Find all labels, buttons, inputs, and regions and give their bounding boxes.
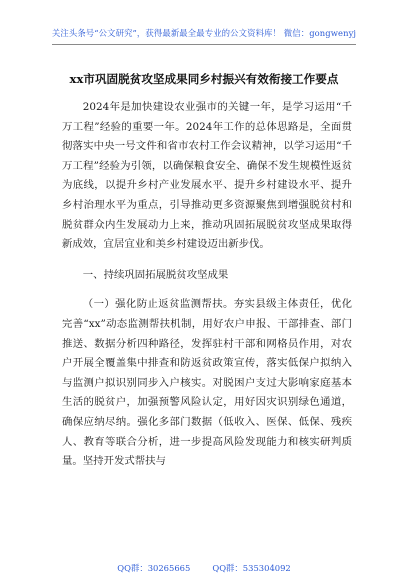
header-promo: 关注头条号“公文研究”，获得最新最全最专业的公文资料库！ 微信：gongwenyj [51,28,357,38]
section-paragraph: （一）强化防止返贫监测帮扶。夯实县级主体责任，优化完善“xx”动态监测帮扶机制，用好农户申报、干部排查、部门推送、数据分析四种路径，发挥驻村干部和网格员作用，对农户开展全覆盖集中排查和防返贫政策宣传，落实低保户拟纳入与监测户拟识别同步入户核实。对脱困户支过大影响家庭基本生活的脱贫户，加强预警风险认定，用好因灾识别绿色通道，确保应纳尽纳。强化多部门数据（低收入、医保、低保、残疾人、教育等联合分析，进一步提高风险发现能力和核实研判质量。坚持开发式帮扶与 [62,298,352,468]
footer-qq-group-2: QQ群：535304092 [212,563,291,573]
header-divider [52,44,356,45]
intro-paragraph: 2024年是加快建设农业强市的关键一年，是学习运用“千万工程”经验的重要一年。2024年工作的总体思路是，全面贯彻落实中央一号文件和省市农村工作会议精神，以学习运用“千万工程”经验为引领，以确保粮食安全、确保不发生规模性返贫为底线，以提升乡村产业发展水平、提升乡村建设水平、提升乡村治理水平为重点，引导推动更多资源聚焦到增强脱贫村和脱贫群众内生发展动力上来，推动巩固拓展脱贫攻坚成果取得新成效，宜居宜业和美乡村建设迈出新步伐。 [62,101,352,251]
footer-contacts [0,562,408,574]
section-heading: 一、持续巩固拓展脱贫攻坚成果 [82,268,229,281]
footer-qq-group-1: QQ群：30265665 [117,563,191,573]
document-body [62,98,352,472]
document-title: xx市巩固脱贫攻坚成果同乡村振兴有效衔接工作要点 [69,72,339,86]
